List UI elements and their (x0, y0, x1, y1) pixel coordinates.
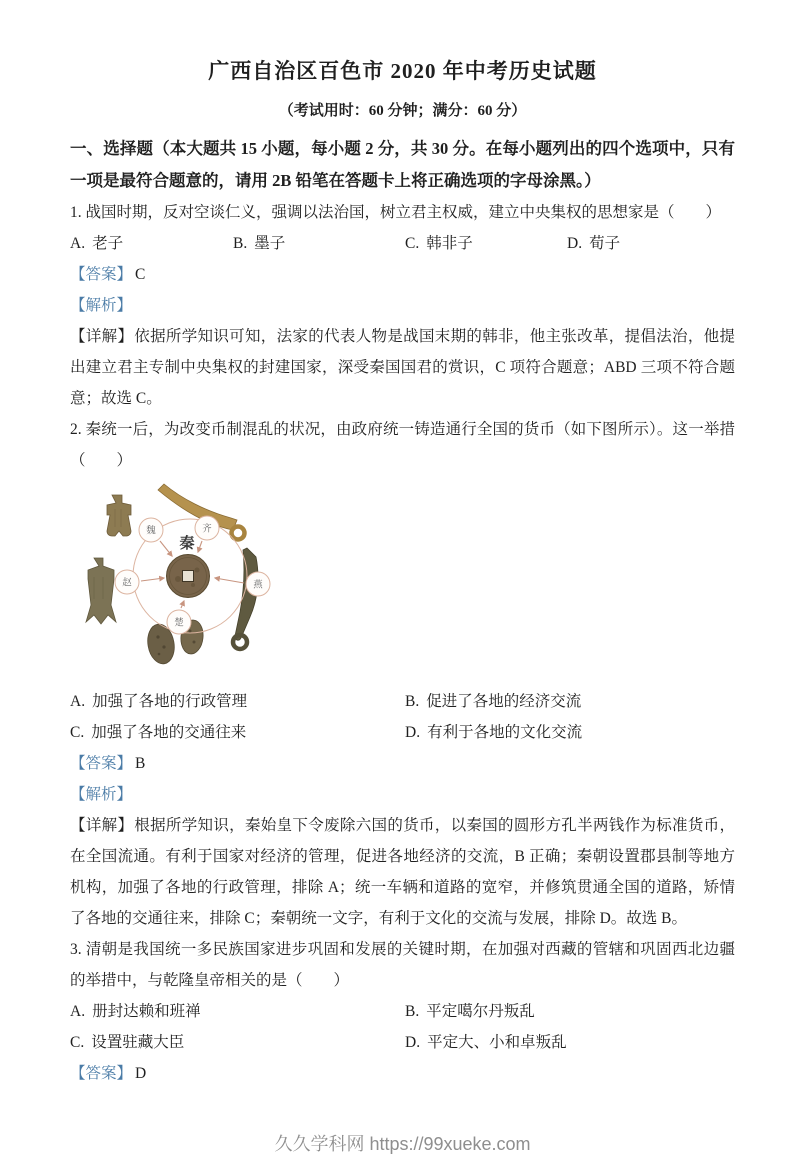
arrow (181, 601, 184, 608)
option-a (70, 996, 405, 1027)
question-stem: 3. 清朝是我国统一多民族国家进步巩固和发展的关键时期，在加强对西藏的管辖和巩固西北边疆的举措中，与乾隆皇帝相关的是（ ） (70, 941, 735, 989)
option-text: 促进了各地的经济交流 (426, 693, 582, 710)
detail-text: 依据所学知识可知，法家的代表人物是战国末期的韩非，他主张改革，提倡法治，他提出建立君主专制中央集权的封建国家，深受秦国国君的赏识，C 项符合题意；ABD 三项不符合题意；故选 C。 (70, 328, 735, 407)
option-text: 加强了各地的交通往来 (91, 724, 247, 741)
analysis-label: 【解析】 (70, 786, 133, 803)
state-node-wei (139, 518, 163, 542)
option-key: C. (405, 235, 420, 252)
spade-coin-icon (107, 495, 131, 536)
option-text: 平定噶尔丹叛乱 (426, 1003, 535, 1020)
option-a (70, 228, 233, 259)
detail-paragraph (70, 321, 735, 414)
state-node-zhao (115, 570, 139, 594)
option-text: 荀子 (589, 235, 621, 252)
option-b (405, 686, 735, 717)
qin-label: 秦 (179, 536, 195, 552)
options-row (70, 717, 735, 748)
option-c (405, 228, 567, 259)
option-key: D. (405, 1034, 421, 1051)
question-stem: 2. 秦统一后，为改变币制混乱的状况，由政府统一铸造通行全国的货币（如下图所示）。这一举措（ ） (70, 421, 735, 469)
option-d (405, 1027, 735, 1058)
option-a (70, 686, 405, 717)
footer-watermark: 久久学科网 https://99xueke.com (274, 1134, 531, 1154)
detail-label: 【详解】 (70, 817, 134, 834)
option-c (70, 1027, 405, 1058)
option-text: 册封达赖和班禅 (92, 1003, 201, 1020)
exam-meta-line: （考试用时：60 分钟；满分：60 分） (278, 103, 527, 119)
option-key: C. (70, 1034, 85, 1051)
option-key: D. (405, 724, 421, 741)
option-key: D. (567, 235, 583, 252)
state-label: 魏 (146, 526, 156, 537)
answer-value: C (135, 266, 146, 283)
state-node-chu (167, 610, 191, 634)
option-key: A. (70, 235, 86, 252)
answer-line (70, 748, 735, 779)
option-text: 加强了各地的行政管理 (92, 693, 248, 710)
option-d (567, 228, 735, 259)
arrow (215, 578, 244, 583)
option-key: B. (405, 1003, 420, 1020)
option-key: A. (70, 1003, 86, 1020)
option-key: B. (233, 235, 248, 252)
answer-value: B (135, 755, 146, 772)
option-b (233, 228, 405, 259)
ancient-coins-figure (74, 482, 332, 675)
answer-label: 【答案】 (70, 266, 133, 283)
options-row (70, 228, 735, 259)
state-label: 赵 (122, 578, 132, 589)
option-key: B. (405, 693, 420, 710)
state-label: 齐 (202, 524, 212, 535)
detail-label: 【详解】 (70, 328, 134, 345)
state-label: 楚 (174, 618, 184, 629)
option-b (405, 996, 735, 1027)
option-text: 设置驻藏大臣 (91, 1034, 185, 1051)
options-row (70, 1027, 735, 1058)
option-d (405, 717, 735, 748)
page-title: 广西自治区百色市 2020 年中考历史试题 (208, 59, 597, 83)
option-text: 有利于各地的文化交流 (427, 724, 583, 741)
answer-line (70, 259, 735, 290)
state-node-yan (246, 572, 270, 596)
option-key: A. (70, 693, 86, 710)
analysis-line (70, 290, 735, 321)
answer-line (70, 1058, 735, 1089)
detail-text: 根据所学知识，秦始皇下令废除六国的货币，以秦国的圆形方孔半两钱作为标准货币，在全国流通。有利于国家对经济的管理，促进各地经济的交流，B 正确；秦朝设置郡县制等地方机构，加强了各地的行政管理，排除 A；统一车辆和道路的宽窄，并修筑贯通全国的道路，矫情了各地的交通往来，排除 C；秦朝统一文字，有利于文化的交流与发展，排除 D。故选 B。 (70, 817, 735, 927)
question-block-3 (70, 934, 735, 1089)
option-key: C. (70, 724, 85, 741)
banliang-coin-icon (167, 555, 210, 598)
option-c (70, 717, 405, 748)
option-text: 韩非子 (426, 235, 473, 252)
arrow (141, 578, 164, 581)
option-text: 墨子 (254, 235, 286, 252)
question-stem: 1. 战国时期，反对空谈仁义，强调以法治国，树立君主权威，建立中央集权的思想家是（ ） (70, 204, 722, 221)
answer-value: D (135, 1065, 147, 1082)
question-block-2 (70, 414, 735, 934)
option-text: 平定大、小和卓叛乱 (427, 1034, 567, 1051)
detail-paragraph (70, 810, 735, 934)
options-row (70, 996, 735, 1027)
arrow (198, 541, 202, 552)
analysis-line (70, 779, 735, 810)
option-text: 老子 (92, 235, 124, 252)
options-row (70, 686, 735, 717)
analysis-label: 【解析】 (70, 297, 133, 314)
section-heading: 一、选择题（本大题共 15 小题，每小题 2 分，共 30 分。在每小题列出的四个选项中，只有一项是最符合题意的，请用 2B 铅笔在答题卡上将正确选项的字母涂黑。） (70, 139, 735, 190)
state-label: 燕 (253, 580, 263, 591)
spade-coin-icon (86, 558, 116, 624)
state-node-qi (195, 516, 219, 540)
answer-label: 【答案】 (70, 755, 133, 772)
arrow (160, 541, 172, 556)
answer-label: 【答案】 (70, 1065, 133, 1082)
question-block-1 (70, 197, 735, 414)
